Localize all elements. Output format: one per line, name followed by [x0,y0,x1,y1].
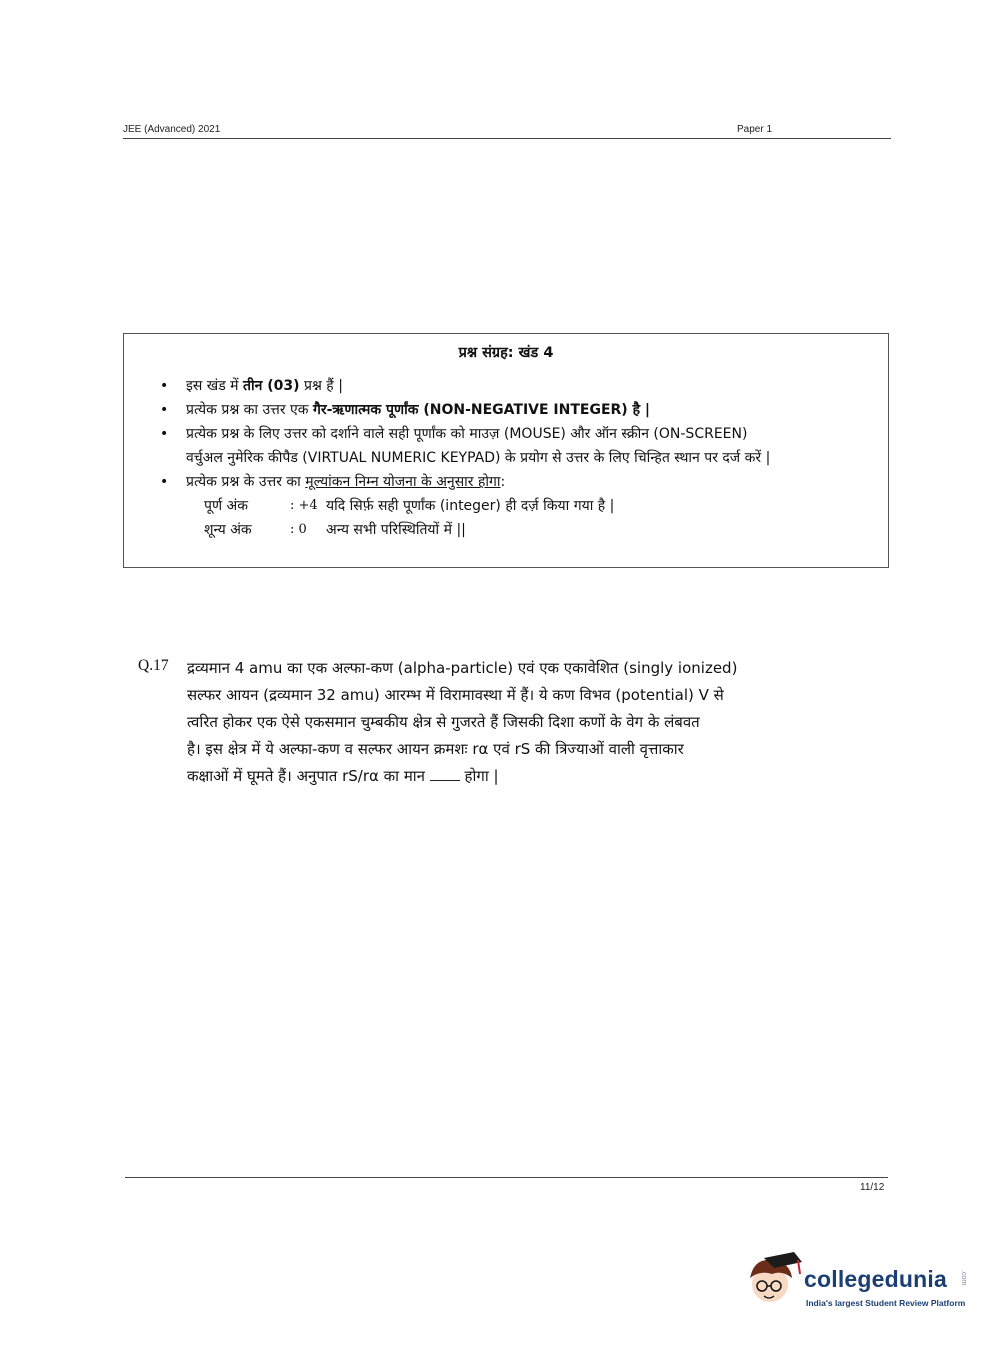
question-line: त्वरित होकर एक ऐसे एकसमान चुम्बकीय क्षेत्र से गुजरते हैं जिसकी दिशा कणों के वेग के लंबवत [187,713,700,731]
instruction-item: • प्रत्येक प्रश्न का उत्तर एक गैर-ऋणात्मक पूर्णांक (NON-NEGATIVE INTEGER) है | [160,398,860,422]
logo-wordmark: collegedunia [804,1266,947,1292]
header-left: JEE (Advanced) 2021 [123,124,221,135]
mascot-logo-icon [742,1248,804,1310]
logo-suffix: .com [960,1270,967,1286]
marking-row-full: पूर्ण अंक : +4 यदि सिर्फ़ सही पूर्णांक (integer) ही दर्ज़ किया गया है | [204,498,615,514]
header-rule [123,138,891,139]
question-line: द्रव्यमान 4 amu का एक अल्फा-कण (alpha-particle) एवं एक एकावेशित (singly ionized) [187,659,738,677]
instruction-item: • इस खंड में तीन (03) प्रश्न हैं | [160,374,860,398]
question-line: कक्षाओं में घूमते हैं। अनुपात rS/rα का मान होगा | [187,767,499,785]
instruction-item: • प्रत्येक प्रश्न के उत्तर का मूल्यांकन निम्न योजना के अनुसार होगा: [160,470,860,494]
marking-row-zero: शून्य अंक : 0 अन्य सभी परिस्थितियों में || [204,522,466,538]
header-right: Paper 1 [737,124,773,135]
section-title: प्रश्न संग्रह: खंड 4 [458,345,554,361]
logo-tagline: India's largest Student Review Platform [806,1298,966,1308]
footer-rule [125,1177,888,1178]
instruction-list [160,374,860,542]
section-instructions-box [123,333,889,568]
instruction-item: • प्रत्येक प्रश्न के लिए उत्तर को दर्शाने वाले सही पूर्णांक को माउज़ (MOUSE) और ऑन स्क्रीन (ON-SCREEN) वर्चुअल नुमेरिक कीपैड (VIRTUAL NUMERIC KEYPAD) के प्रयोग से उत्तर के लिए चिन्हित स्थान पर दर्ज करें | [160,422,860,470]
answer-blank [430,766,460,781]
question-number: Q.17 [138,657,169,674]
question-line: सल्फर आयन (द्रव्यमान 32 amu) आरम्भ में विरामावस्था में हैं। ये कण विभव (potential) V से [187,686,724,704]
page-number: 11/12 [860,1182,885,1193]
question-line: है। इस क्षेत्र में ये अल्फा-कण व सल्फर आयन क्रमशः rα एवं rS की त्रिज्याओं वाली वृत्ताकार [187,740,684,758]
question-text [187,655,827,790]
